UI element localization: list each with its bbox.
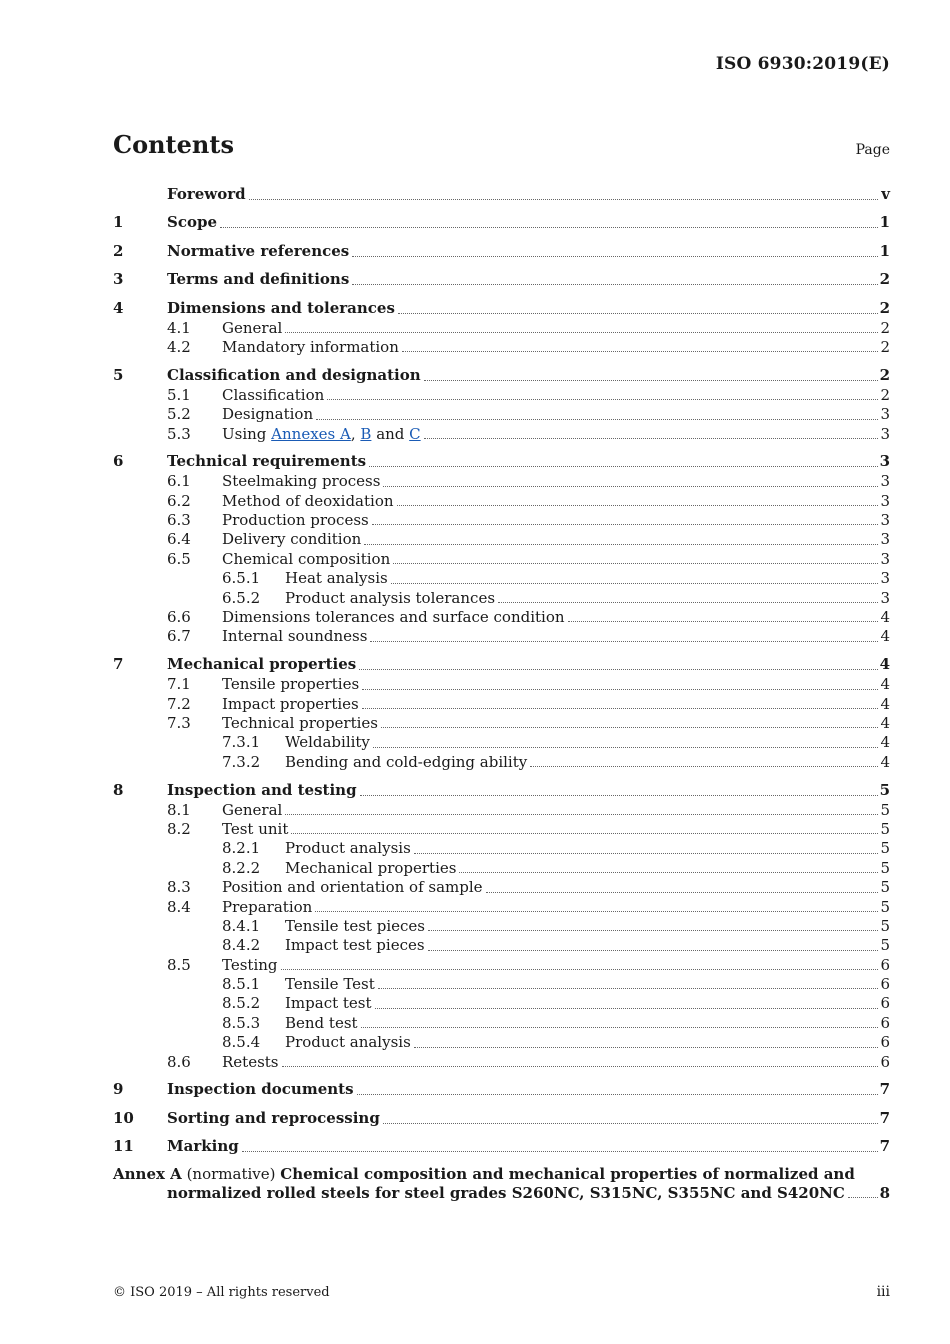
- toc-entry[interactable]: [113, 878, 890, 897]
- section-number: 4.2: [167, 337, 191, 356]
- page-ref: 5: [880, 878, 890, 897]
- page-ref: 5: [880, 916, 890, 935]
- dot-leader: [315, 911, 878, 912]
- dot-leader: [361, 1027, 878, 1028]
- dot-leader: [414, 1047, 878, 1048]
- section-title: Bend test: [285, 1013, 358, 1032]
- page-ref: 5: [880, 819, 890, 838]
- page-ref: 2: [880, 385, 890, 404]
- toc-entry[interactable]: [113, 589, 890, 608]
- copyright-footer: © ISO 2019 – All rights reserved: [113, 1285, 330, 1300]
- dot-leader: [424, 438, 878, 439]
- toc-entry[interactable]: [113, 212, 890, 233]
- page-ref: 5: [880, 800, 890, 819]
- toc-entry[interactable]: [113, 994, 890, 1013]
- section-title: Product analysis: [285, 839, 411, 858]
- page-ref: 5: [880, 897, 890, 916]
- section-title: Retests: [222, 1052, 279, 1071]
- dot-leader: [414, 853, 878, 854]
- dot-leader: [282, 1066, 879, 1067]
- section-title: General: [222, 800, 283, 819]
- section-number: 6.5.2: [222, 588, 261, 607]
- dot-leader: [242, 1151, 878, 1152]
- toc-entry[interactable]: [113, 627, 890, 646]
- section-title: Bending and cold-edging ability: [285, 752, 528, 771]
- section-number: 6.3: [167, 511, 191, 530]
- section-number: 5.3: [167, 424, 191, 443]
- dot-leader: [398, 313, 878, 314]
- dot-leader: [393, 563, 878, 564]
- section-title: Inspection and testing: [167, 780, 357, 799]
- annex-title: Chemical composition and mechanical properties of normalized and: [280, 1164, 855, 1183]
- section-number: 5.2: [167, 405, 191, 424]
- section-number: 8.6: [167, 1052, 191, 1071]
- dot-leader: [428, 950, 878, 951]
- dot-leader: [372, 524, 878, 525]
- section-title: Foreword: [167, 185, 246, 203]
- page-ref: 4: [880, 675, 890, 694]
- section-number: 3: [113, 270, 124, 289]
- page-ref: 3: [879, 452, 890, 471]
- page-ref: 4: [879, 655, 890, 674]
- page-ref: 1: [879, 213, 890, 232]
- section-title: Steelmaking process: [222, 472, 381, 491]
- toc-entry[interactable]: [113, 780, 890, 801]
- dot-leader: [402, 351, 878, 352]
- section-number: 6.1: [167, 472, 191, 491]
- section-number: 8.2.1: [222, 839, 261, 858]
- section-title: Internal soundness: [222, 627, 368, 646]
- page-number: iii: [876, 1284, 890, 1300]
- toc-entry[interactable]: [113, 386, 890, 405]
- toc-entry[interactable]: [113, 1033, 890, 1052]
- section-number: 6.6: [167, 608, 191, 627]
- toc-entry[interactable]: [113, 269, 890, 290]
- toc-entry[interactable]: [113, 975, 890, 994]
- section-title: Sorting and reprocessing: [167, 1108, 380, 1127]
- dot-leader: [378, 988, 878, 989]
- page-ref: 3: [880, 491, 890, 510]
- section-title: Chemical composition: [222, 549, 391, 568]
- dot-leader: [381, 727, 878, 728]
- dot-leader: [383, 486, 878, 487]
- toc-entry[interactable]: [113, 451, 890, 472]
- page-ref: 7: [879, 1080, 890, 1099]
- page-ref: 4: [880, 608, 890, 627]
- section-number: 8.5.4: [222, 1033, 261, 1052]
- section-title: Classification and designation: [167, 365, 421, 384]
- page-ref: 3: [880, 549, 890, 568]
- section-title: Production process: [222, 511, 369, 530]
- section-title: Test unit: [222, 819, 289, 838]
- toc-entry[interactable]: [113, 859, 890, 878]
- toc-entry[interactable]: [113, 936, 890, 955]
- section-number: 8.3: [167, 878, 191, 897]
- dot-leader: [369, 466, 877, 467]
- dot-leader: [568, 621, 878, 622]
- toc-entry[interactable]: [113, 1079, 890, 1100]
- page-ref: 2: [879, 270, 890, 289]
- section-number: 8.5.2: [222, 994, 261, 1013]
- dot-leader: [352, 284, 877, 285]
- section-title: Testing: [222, 955, 278, 974]
- page-ref: 5: [880, 858, 890, 877]
- page-ref: 3: [880, 530, 890, 549]
- toc-entry[interactable]: [113, 338, 890, 357]
- page-column-label: Page: [855, 142, 890, 158]
- dot-leader: [352, 256, 877, 257]
- section-title: Weldability: [285, 733, 370, 752]
- section-number: 6: [113, 452, 124, 471]
- section-title: Mechanical properties: [167, 655, 357, 674]
- section-number: 8.5.1: [222, 975, 261, 994]
- section-number: 8.5.3: [222, 1013, 261, 1032]
- section-number: 5: [113, 365, 124, 384]
- link-text: and: [371, 424, 410, 443]
- annex-line-1: [113, 1165, 890, 1184]
- toc-entry[interactable]: [113, 492, 890, 511]
- dot-leader: [285, 332, 878, 333]
- dot-leader: [327, 399, 878, 400]
- dot-leader: [220, 227, 878, 228]
- dot-leader: [357, 1094, 878, 1095]
- toc-entry[interactable]: [113, 472, 890, 491]
- link-text: Using: [222, 424, 272, 443]
- section-number: 6.4: [167, 530, 191, 549]
- page-ref: 3: [880, 588, 890, 607]
- section-title: Tensile properties: [222, 675, 360, 694]
- section-number: 8.2.2: [222, 858, 261, 877]
- toc-entry[interactable]: [113, 654, 890, 675]
- toc-entry[interactable]: [113, 319, 890, 338]
- dot-leader: [375, 1008, 878, 1009]
- toc-entry[interactable]: [113, 753, 890, 772]
- toc-entry[interactable]: [113, 1108, 890, 1129]
- toc-entry[interactable]: [113, 839, 890, 858]
- section-number: 4: [113, 298, 124, 317]
- section-number: 7: [113, 655, 124, 674]
- section-title: Scope: [167, 213, 218, 232]
- section-number: 5.1: [167, 385, 191, 404]
- section-number: 8.4.1: [222, 916, 261, 935]
- toc-entry[interactable]: [113, 530, 890, 549]
- annex-type: (normative): [181, 1164, 281, 1183]
- dot-leader: [316, 419, 878, 420]
- section-title: Delivery condition: [222, 530, 362, 549]
- section-title: Dimensions tolerances and surface condition: [222, 608, 565, 627]
- section-number: 8: [113, 780, 124, 799]
- toc-entry[interactable]: [113, 241, 890, 262]
- annex-entry[interactable]: [113, 1165, 890, 1204]
- section-title: Designation: [222, 405, 314, 424]
- toc-entry[interactable]: [113, 405, 890, 424]
- section-number: 8.4.2: [222, 936, 261, 955]
- section-title: Inspection documents: [167, 1080, 354, 1099]
- page-ref: 4: [880, 752, 890, 771]
- page-ref: 3: [880, 569, 890, 588]
- dot-leader: [424, 380, 878, 381]
- section-title: Impact properties: [222, 694, 359, 713]
- page-ref: 5: [879, 780, 890, 799]
- section-title: Classification: [222, 385, 325, 404]
- page-ref: 8: [879, 1183, 890, 1202]
- annex-title: normalized rolled steels for steel grades S260NC, S315NC, S355NC and S420NC: [167, 1183, 845, 1202]
- toc-entry[interactable]: [113, 425, 890, 444]
- toc-entry[interactable]: [113, 733, 890, 752]
- section-number: 9: [113, 1080, 124, 1099]
- page-ref: 6: [880, 955, 890, 974]
- section-title: Normative references: [167, 241, 350, 260]
- section-title: Tensile Test: [285, 975, 375, 994]
- section-title: Marking: [167, 1137, 239, 1156]
- toc-entry[interactable]: [113, 801, 890, 820]
- toc-entry[interactable]: [113, 1053, 890, 1072]
- section-title: Mandatory information: [222, 337, 399, 356]
- dot-leader: [397, 505, 878, 506]
- annex-link[interactable]: C: [409, 424, 421, 443]
- section-number: 7.3: [167, 713, 191, 732]
- section-number: 6.5: [167, 549, 191, 568]
- toc-entry[interactable]: [113, 820, 890, 839]
- dot-leader: [373, 747, 878, 748]
- section-number: 7.2: [167, 694, 191, 713]
- section-title: Preparation: [222, 897, 313, 916]
- dot-leader: [364, 544, 878, 545]
- dot-leader: [249, 199, 878, 200]
- toc-entry[interactable]: [113, 569, 890, 588]
- toc-entry[interactable]: [113, 184, 890, 205]
- toc-entry[interactable]: [113, 1014, 890, 1033]
- annex-line-2: [167, 1184, 890, 1203]
- section-title: Tensile test pieces: [285, 916, 425, 935]
- dot-leader: [486, 892, 878, 893]
- section-title: Impact test pieces: [285, 936, 425, 955]
- annex-link[interactable]: Annexes A: [271, 424, 351, 443]
- page-ref: 2: [879, 298, 890, 317]
- page-ref: 3: [880, 511, 890, 530]
- dot-leader: [428, 930, 878, 931]
- section-number: 8.4: [167, 897, 191, 916]
- dot-leader: [848, 1197, 878, 1198]
- section-number: 2: [113, 241, 124, 260]
- toc-entry[interactable]: [113, 511, 890, 530]
- page-ref: 6: [880, 1013, 890, 1032]
- toc-entry[interactable]: [113, 898, 890, 917]
- link-text: ,: [350, 424, 361, 443]
- dot-leader: [370, 641, 878, 642]
- page-ref: 7: [879, 1137, 890, 1156]
- page-ref: v: [881, 185, 890, 203]
- page-ref: 5: [880, 839, 890, 858]
- toc-entry[interactable]: [113, 298, 890, 319]
- page-ref: 6: [880, 1033, 890, 1052]
- page-ref: 6: [880, 975, 890, 994]
- section-number: 6.7: [167, 627, 191, 646]
- document-id: ISO 6930:2019(E): [715, 54, 890, 74]
- page-ref: 4: [880, 713, 890, 732]
- dot-leader: [383, 1123, 878, 1124]
- toc-entry[interactable]: [113, 714, 890, 733]
- page-ref: 4: [880, 694, 890, 713]
- section-number: 4.1: [167, 318, 191, 337]
- section-number: 8.5: [167, 955, 191, 974]
- section-title: Product analysis: [285, 1033, 411, 1052]
- page-ref: 3: [880, 424, 890, 443]
- section-number: 7.1: [167, 675, 191, 694]
- dot-leader: [362, 689, 878, 690]
- section-number: 7.3.2: [222, 752, 261, 771]
- section-number: 8.2: [167, 819, 191, 838]
- page-ref: 5: [880, 936, 890, 955]
- section-number: 10: [113, 1108, 134, 1127]
- section-number: 11: [113, 1137, 134, 1156]
- dot-leader: [391, 583, 878, 584]
- toc-entry[interactable]: [113, 917, 890, 936]
- page-ref: 2: [880, 337, 890, 356]
- section-title: Heat analysis: [285, 569, 388, 588]
- section-title: Technical requirements: [167, 452, 367, 471]
- annex-link[interactable]: B: [360, 424, 372, 443]
- annex-label: Annex A: [113, 1164, 182, 1183]
- dot-leader: [530, 766, 878, 767]
- toc-entry[interactable]: [113, 956, 890, 975]
- section-number: 6.2: [167, 491, 191, 510]
- section-title: Dimensions and tolerances: [167, 298, 395, 317]
- section-title: Mechanical properties: [285, 858, 457, 877]
- dot-leader: [281, 969, 878, 970]
- page-ref: 4: [880, 733, 890, 752]
- toc-entry[interactable]: [113, 365, 890, 386]
- toc-entry[interactable]: [113, 550, 890, 569]
- page-ref: 2: [879, 365, 890, 384]
- dot-leader: [459, 872, 878, 873]
- page-ref: 3: [880, 405, 890, 424]
- toc-entry[interactable]: [113, 608, 890, 627]
- section-title: Technical properties: [222, 713, 378, 732]
- dot-leader: [498, 602, 878, 603]
- section-number: 1: [113, 213, 124, 232]
- dot-leader: [360, 795, 878, 796]
- page-ref: 6: [880, 994, 890, 1013]
- section-number: 7.3.1: [222, 733, 261, 752]
- toc-entry[interactable]: [113, 1136, 890, 1157]
- section-title: Position and orientation of sample: [222, 878, 483, 897]
- page-ref: 6: [880, 1052, 890, 1071]
- section-title: [222, 425, 421, 444]
- page-ref: 1: [879, 241, 890, 260]
- page-title: Contents: [113, 130, 234, 159]
- toc-entry[interactable]: [113, 675, 890, 694]
- section-number: 8.1: [167, 800, 191, 819]
- section-number: 6.5.1: [222, 569, 261, 588]
- section-title: Terms and definitions: [167, 270, 350, 289]
- page-ref: 3: [880, 472, 890, 491]
- toc-entry[interactable]: [113, 695, 890, 714]
- page-ref: 7: [879, 1108, 890, 1127]
- section-title: Impact test: [285, 994, 372, 1013]
- table-of-contents: [113, 184, 890, 1203]
- dot-leader: [291, 833, 878, 834]
- section-title: Product analysis tolerances: [285, 588, 496, 607]
- section-title: Method of deoxidation: [222, 491, 394, 510]
- dot-leader: [362, 708, 878, 709]
- dot-leader: [285, 814, 878, 815]
- page-ref: 2: [880, 318, 890, 337]
- section-title: General: [222, 318, 283, 337]
- dot-leader: [359, 669, 877, 670]
- page-ref: 4: [880, 627, 890, 646]
